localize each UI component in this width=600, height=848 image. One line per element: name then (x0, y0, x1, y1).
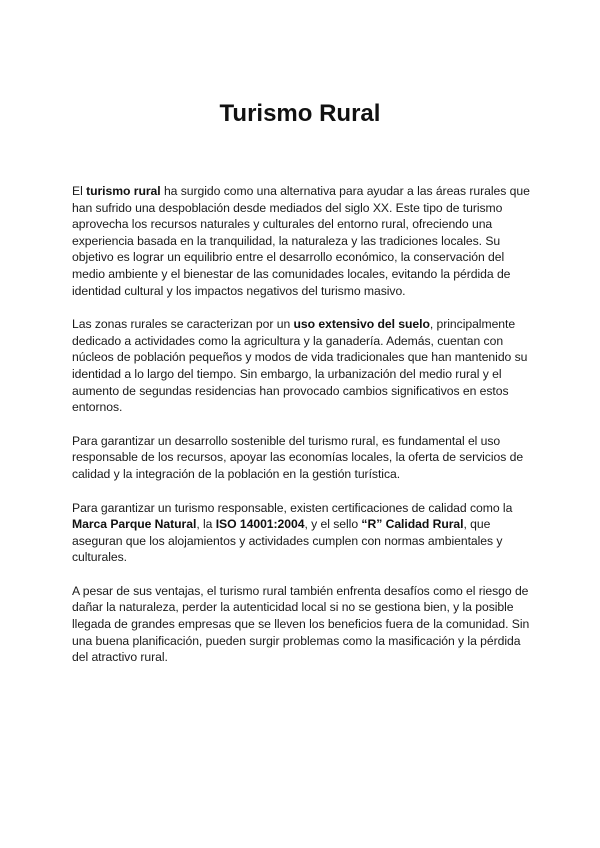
paragraph-text: , y el sello (304, 517, 362, 532)
paragraph-text: Para garantizar un desarrollo sostenible del turismo rural, es fundamental el uso responsable de los recursos, apoyar las economías locales, la oferta de servicios de calidad y la integración de la población en la gestión turística. (72, 433, 524, 481)
paragraph-text: , que aseguran que los alojamientos y actividades cumplen con normas ambientales y culturales. (72, 517, 503, 565)
page-title: Turismo Rural (219, 100, 381, 127)
paragraph-intro (72, 183, 532, 299)
bold-term-iso: ISO 14001:2004 (215, 517, 305, 532)
paragraph-text: El (72, 184, 87, 198)
paragraph-rural-zones (72, 316, 532, 416)
paragraph-challenges (72, 583, 532, 666)
paragraph-text: ha surgido como una alternativa para ayudar a las áreas rurales que han sufrido una despoblación desde mediados del siglo XX. Este tipo de turismo aprovecha los recursos naturales y culturales del entorno rural, ofreciendo una experiencia basada en la tranquilidad, la naturaleza y las tradiciones locales. Su objetivo es lograr un equilibrio entre el desarrollo económico, la conservación del medio ambiente y el bienestar de las comunidades locales, evitando la pérdida de identidad cultural y los impactos negativos del turismo masivo. (72, 184, 530, 298)
document-body (72, 183, 532, 683)
paragraph-text: A pesar de sus ventajas, el turismo rural también enfrenta desafíos como el riesgo de dañar la naturaleza, perder la autenticidad local si no se gestiona bien, y la posible llegada de grandes empresas que se lleven los beneficios fuera de la comunidad. Sin una buena planificación, pueden surgir problemas como la masificación y la pérdida del atractivo rural. (72, 583, 530, 665)
bold-term-calidad-rural: “R” Calidad Rural (361, 517, 464, 532)
paragraph-text: , principalmente dedicado a actividades como la agricultura y la ganadería. Además, cuentan con núcleos de población pequeños y modos de vida tradicionales que han mantenido su identidad a lo largo del tiempo. Sin embargo, la urbanización del medio rural y el aumento de segundas residencias han provocado cambios significativos en estos entornos. (72, 317, 528, 415)
bold-term-turismo-rural: turismo rural (86, 184, 161, 198)
paragraph-text: Para garantizar un turismo responsable, existen certificaciones de calidad como la (72, 500, 513, 515)
bold-term-marca-parque-natural: Marca Parque Natural (72, 517, 197, 532)
paragraph-certifications (72, 500, 532, 566)
bold-term-uso-extensivo: uso extensivo del suelo (293, 317, 430, 332)
paragraph-sustainability (72, 433, 532, 483)
paragraph-text: Las zonas rurales se caracterizan por un (72, 317, 294, 332)
paragraph-text: , la (196, 517, 216, 532)
